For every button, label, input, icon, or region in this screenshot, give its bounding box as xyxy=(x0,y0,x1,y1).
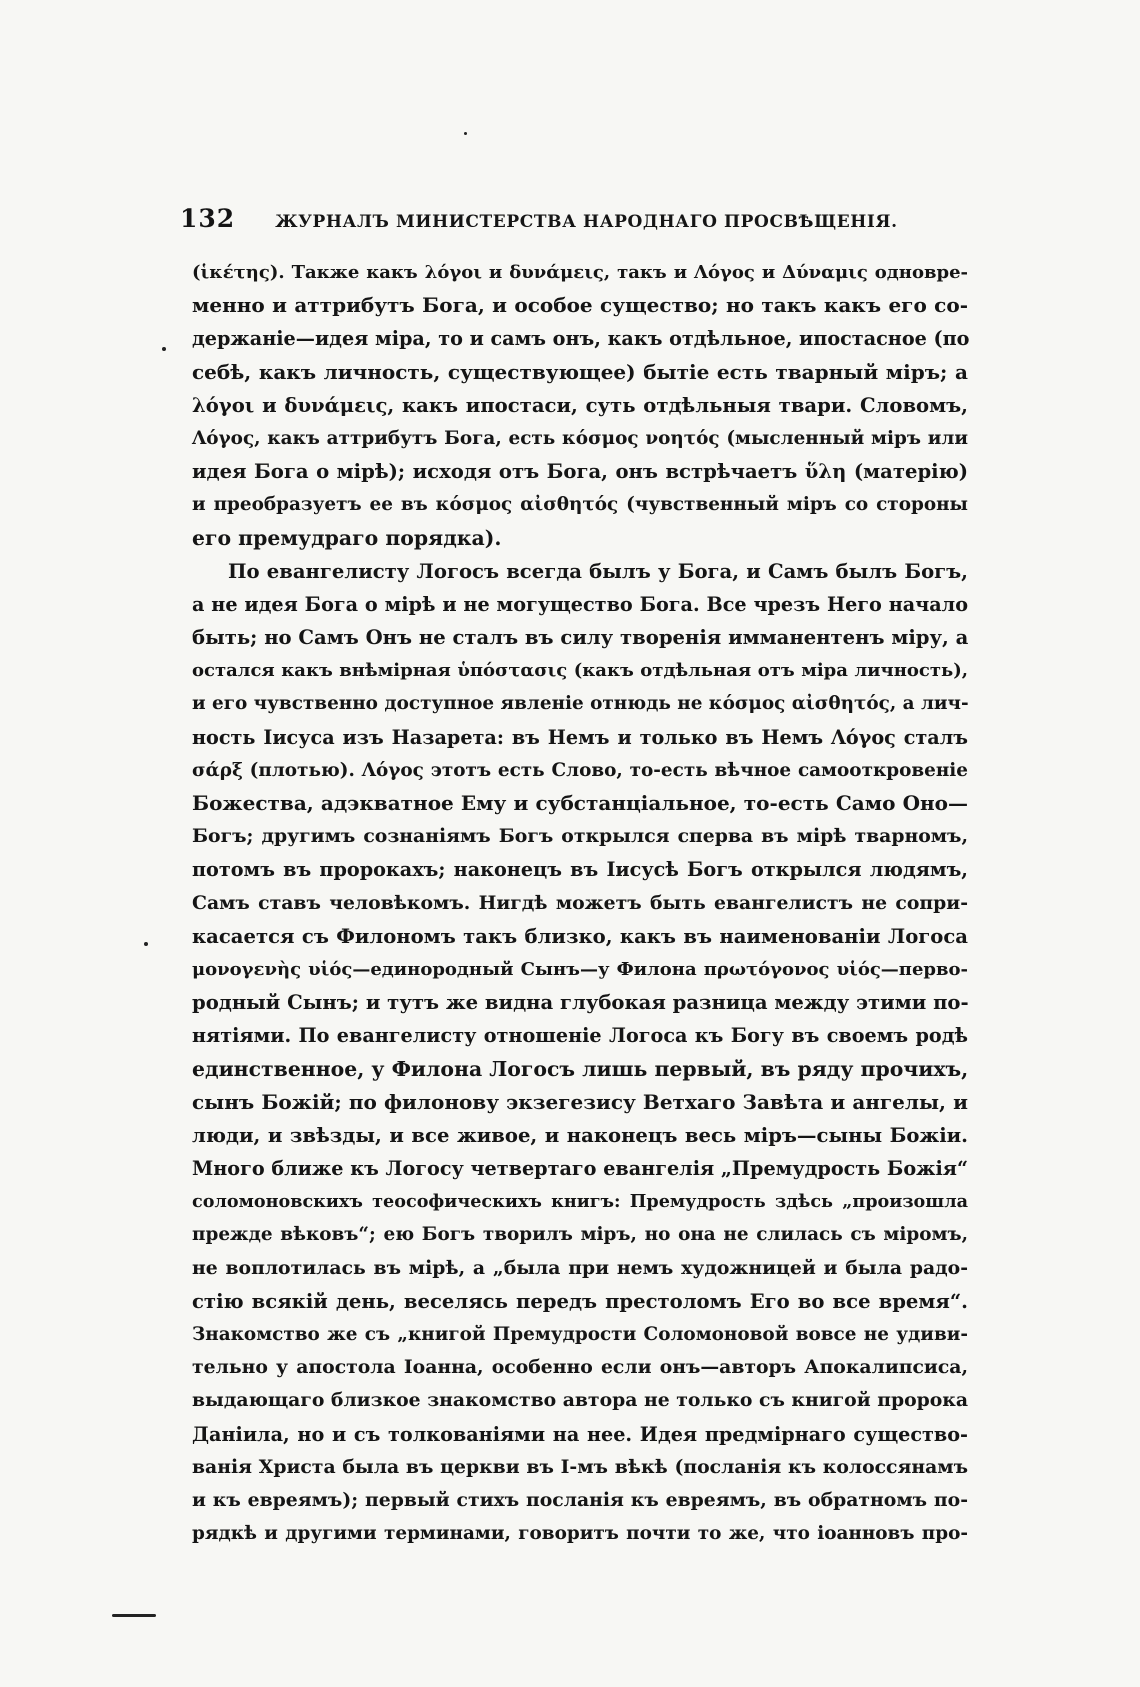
text-line: касается съ Филономъ такъ близко, какъ въ наименованіи Логоса xyxy=(192,924,968,948)
ink-speck xyxy=(144,942,148,946)
text-line: λόγοι и δυνάμεις, какъ ипостаси, суть отдѣльныя твари. Словомъ, xyxy=(192,393,968,417)
text-line: μονογενὴς υἱός—единородный Сынъ—у Филона πρωτόγονος υἱός—перво- xyxy=(192,958,968,980)
text-line: сынъ Божій; по филонову экзегезису Ветхаго Завѣта и ангелы, и xyxy=(192,1089,968,1114)
text-line: выдающаго близкое знакомство автора не только съ книгой пророка xyxy=(192,1389,968,1412)
text-line: ванія Христа была въ церкви въ І-мъ вѣкѣ (посланія къ колоссянамъ xyxy=(192,1455,968,1478)
text-line: держаніе—идея міра, то и самъ онъ, какъ отдѣльное, ипостасное (по xyxy=(192,327,970,351)
text-line: себѣ, какъ личность, существующее) бытіе есть тварный міръ; а xyxy=(192,359,968,384)
text-line: и преобразуетъ ее въ κόσμος αἰσθητός (чувственный міръ со стороны xyxy=(192,494,968,516)
text-line: а не идея Бога о мірѣ и не могущество Бога. Все чрезъ Него начало xyxy=(192,592,968,616)
text-line: Божества, адэкватное Ему и субстанціальное, то-есть Само Оно— xyxy=(192,791,968,815)
text-line: Λόγος, какъ аттрибутъ Бога, есть κόσμος νοητός (мысленный міръ или xyxy=(192,427,968,449)
text-line: потомъ въ пророкахъ; наконецъ въ Іисусѣ Богъ открылся людямъ, xyxy=(192,858,968,882)
text-line: нятіями. По евангелисту отношеніе Логоса къ Богу въ своемъ родѣ xyxy=(192,1024,968,1048)
text-line: рядкѣ и другими терминами, говоритъ почти то же, что іоанновъ про- xyxy=(192,1523,968,1545)
text-line: (ἱκέτης). Также какъ λόγοι и δυνάμεις, такъ и Λόγος и Δύναμις одновре- xyxy=(192,262,968,283)
text-line: σάρξ (плотью). Λόγος этотъ есть Слово, то-есть вѣчное самооткровеніе xyxy=(192,759,968,781)
text-line: Даніила, но и съ толкованіями на нее. Идея предмірнаго существо- xyxy=(192,1422,968,1446)
body-text xyxy=(192,256,968,1550)
text-line: люди, и звѣзды, и все живое, и наконецъ весь міръ—сыны Божіи. xyxy=(192,1123,968,1147)
text-line: остался какъ внѣмірная ὑπόστασις (какъ отдѣльная отъ міра личность), xyxy=(192,660,968,682)
text-line: Самъ ставъ человѣкомъ. Нигдѣ можетъ быть евангелистъ не сопри- xyxy=(192,891,968,914)
text-line: не воплотилась въ мірѣ, а „была при немъ художницей и была радо- xyxy=(192,1256,968,1279)
text-line: тельно у апостола Іоанна, особенно если онъ—авторъ Апокалипсиса, xyxy=(192,1356,968,1379)
text-line: и его чувственно доступное явленіе отнюдь не κόσμος αἰσθητός, а лич- xyxy=(192,693,969,715)
text-line: его премудраго порядка). xyxy=(192,525,502,550)
text-line: и къ евреямъ); первый стихъ посланія къ евреямъ, въ обратномъ по- xyxy=(192,1488,968,1511)
text-line: По евангелисту Логосъ всегда былъ у Бога, и Самъ былъ Богъ, xyxy=(228,559,968,583)
text-line: быть; но Самъ Онъ не сталъ въ силу творенія имманентенъ міру, а xyxy=(192,626,969,650)
text-line: единственное, у Филона Логосъ лишь первый, въ ряду прочихъ, xyxy=(192,1056,969,1081)
text-line: ность Іисуса изъ Назарета: въ Немъ и только въ Немъ Λόγος сталъ xyxy=(192,725,968,749)
ink-speck xyxy=(162,347,166,351)
page-header xyxy=(180,204,980,233)
running-title: ЖУРНАЛЪ МИНИСТЕРСТВА НАРОДНАГО ПРОСВѢЩЕНІЯ. xyxy=(275,212,898,232)
text-line: Богъ; другимъ сознаніямъ Богъ открылся сперва въ мірѣ тварномъ, xyxy=(192,825,968,848)
margin-dash xyxy=(112,1614,156,1617)
text-line: стію всякій день, веселясь передъ престоломъ Его во все время“. xyxy=(192,1289,968,1313)
text-line: Много ближе къ Логосу четвертаго евангелія „Премудрость Божія“ xyxy=(192,1157,968,1181)
text-line: родный Сынъ; и тутъ же видна глубокая разница между этими по- xyxy=(192,991,969,1015)
text-line: Знакомство же съ „книгой Премудрости Соломоновой вовсе не удиви- xyxy=(192,1324,968,1345)
text-line: менно и аттрибутъ Бога, и особое существо; но такъ какъ его со- xyxy=(192,293,968,318)
text-line: соломоновскихъ теософическихъ книгъ: Премудрость здѣсь „произошла xyxy=(192,1191,968,1213)
ink-speck xyxy=(464,132,467,135)
text-line: прежде вѣковъ“; ею Богъ творилъ міръ, но она не слилась съ міромъ, xyxy=(192,1224,968,1246)
text-line: идея Бога о мірѣ); исходя отъ Бога, онъ встрѣчаетъ ὕλη (матерію) xyxy=(192,460,968,484)
page-number: 132 xyxy=(180,204,236,233)
